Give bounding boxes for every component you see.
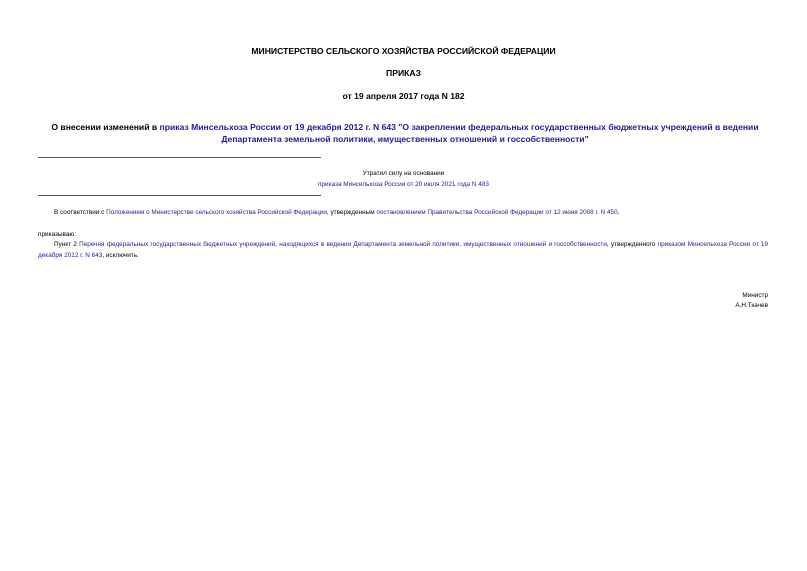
regulation-link[interactable]: Положением о Министерстве сельского хозяйства Российской Федерации: [106, 209, 327, 216]
p3-mid: , утвержденного: [606, 241, 658, 248]
paragraph-basis: [38, 208, 770, 219]
signature-name: А.Н.Ткачев: [735, 302, 768, 309]
divider-top: [38, 157, 321, 158]
document-title: [40, 121, 770, 145]
signature-position: Министр: [742, 292, 768, 299]
p3-suffix: , исключить.: [102, 251, 139, 259]
repealing-order-link[interactable]: приказа Минсельхоза России от 20 июля 2021 года N 483: [318, 181, 489, 188]
date-number-heading: от 19 апреля 2017 года N 182: [342, 91, 465, 101]
doc-type-heading: ПРИКАЗ: [386, 68, 421, 78]
paragraph-item: [38, 240, 768, 261]
repealed-notice: Утратил силу на основании: [362, 170, 445, 177]
p1-mid: , утвержденным: [326, 209, 377, 216]
ministry-heading: МИНИСТЕРСТВО СЕЛЬСКОГО ХОЗЯЙСТВА РОССИЙСКОЙ ФЕДЕРАЦИИ: [251, 46, 556, 56]
government-decree-link[interactable]: постановлением Правительства Российской Федерации от 12 июня 2008 г. N 450: [376, 209, 618, 216]
paragraph-order: приказываю:: [38, 231, 76, 238]
list-link[interactable]: Перечня федеральных государственных бюджетных учреждений, находящихся в ведении Департамента земельной политики, имущественных отношений и госсобственности: [79, 241, 607, 248]
title-prefix: О внесении изменений в: [51, 122, 160, 132]
amended-order-link[interactable]: приказ Минсельхоза России от 19 декабря 2012 г. N 643 "О закреплении федеральных государственных бюджетных учреждений в ведении Департамента земельной политики, имущественных отношений и госсобственности": [159, 122, 759, 144]
p1-suffix: ,: [617, 209, 620, 216]
p1-prefix: В соответствии с: [54, 209, 107, 216]
divider-bottom: [38, 195, 321, 196]
p3-prefix: Пункт 2: [54, 241, 80, 248]
repealed-notice-link-line: [0, 181, 807, 188]
order-643-link[interactable]: приказом Минсельхоза России от 19 декабря 2012 г. N 643: [38, 241, 768, 259]
